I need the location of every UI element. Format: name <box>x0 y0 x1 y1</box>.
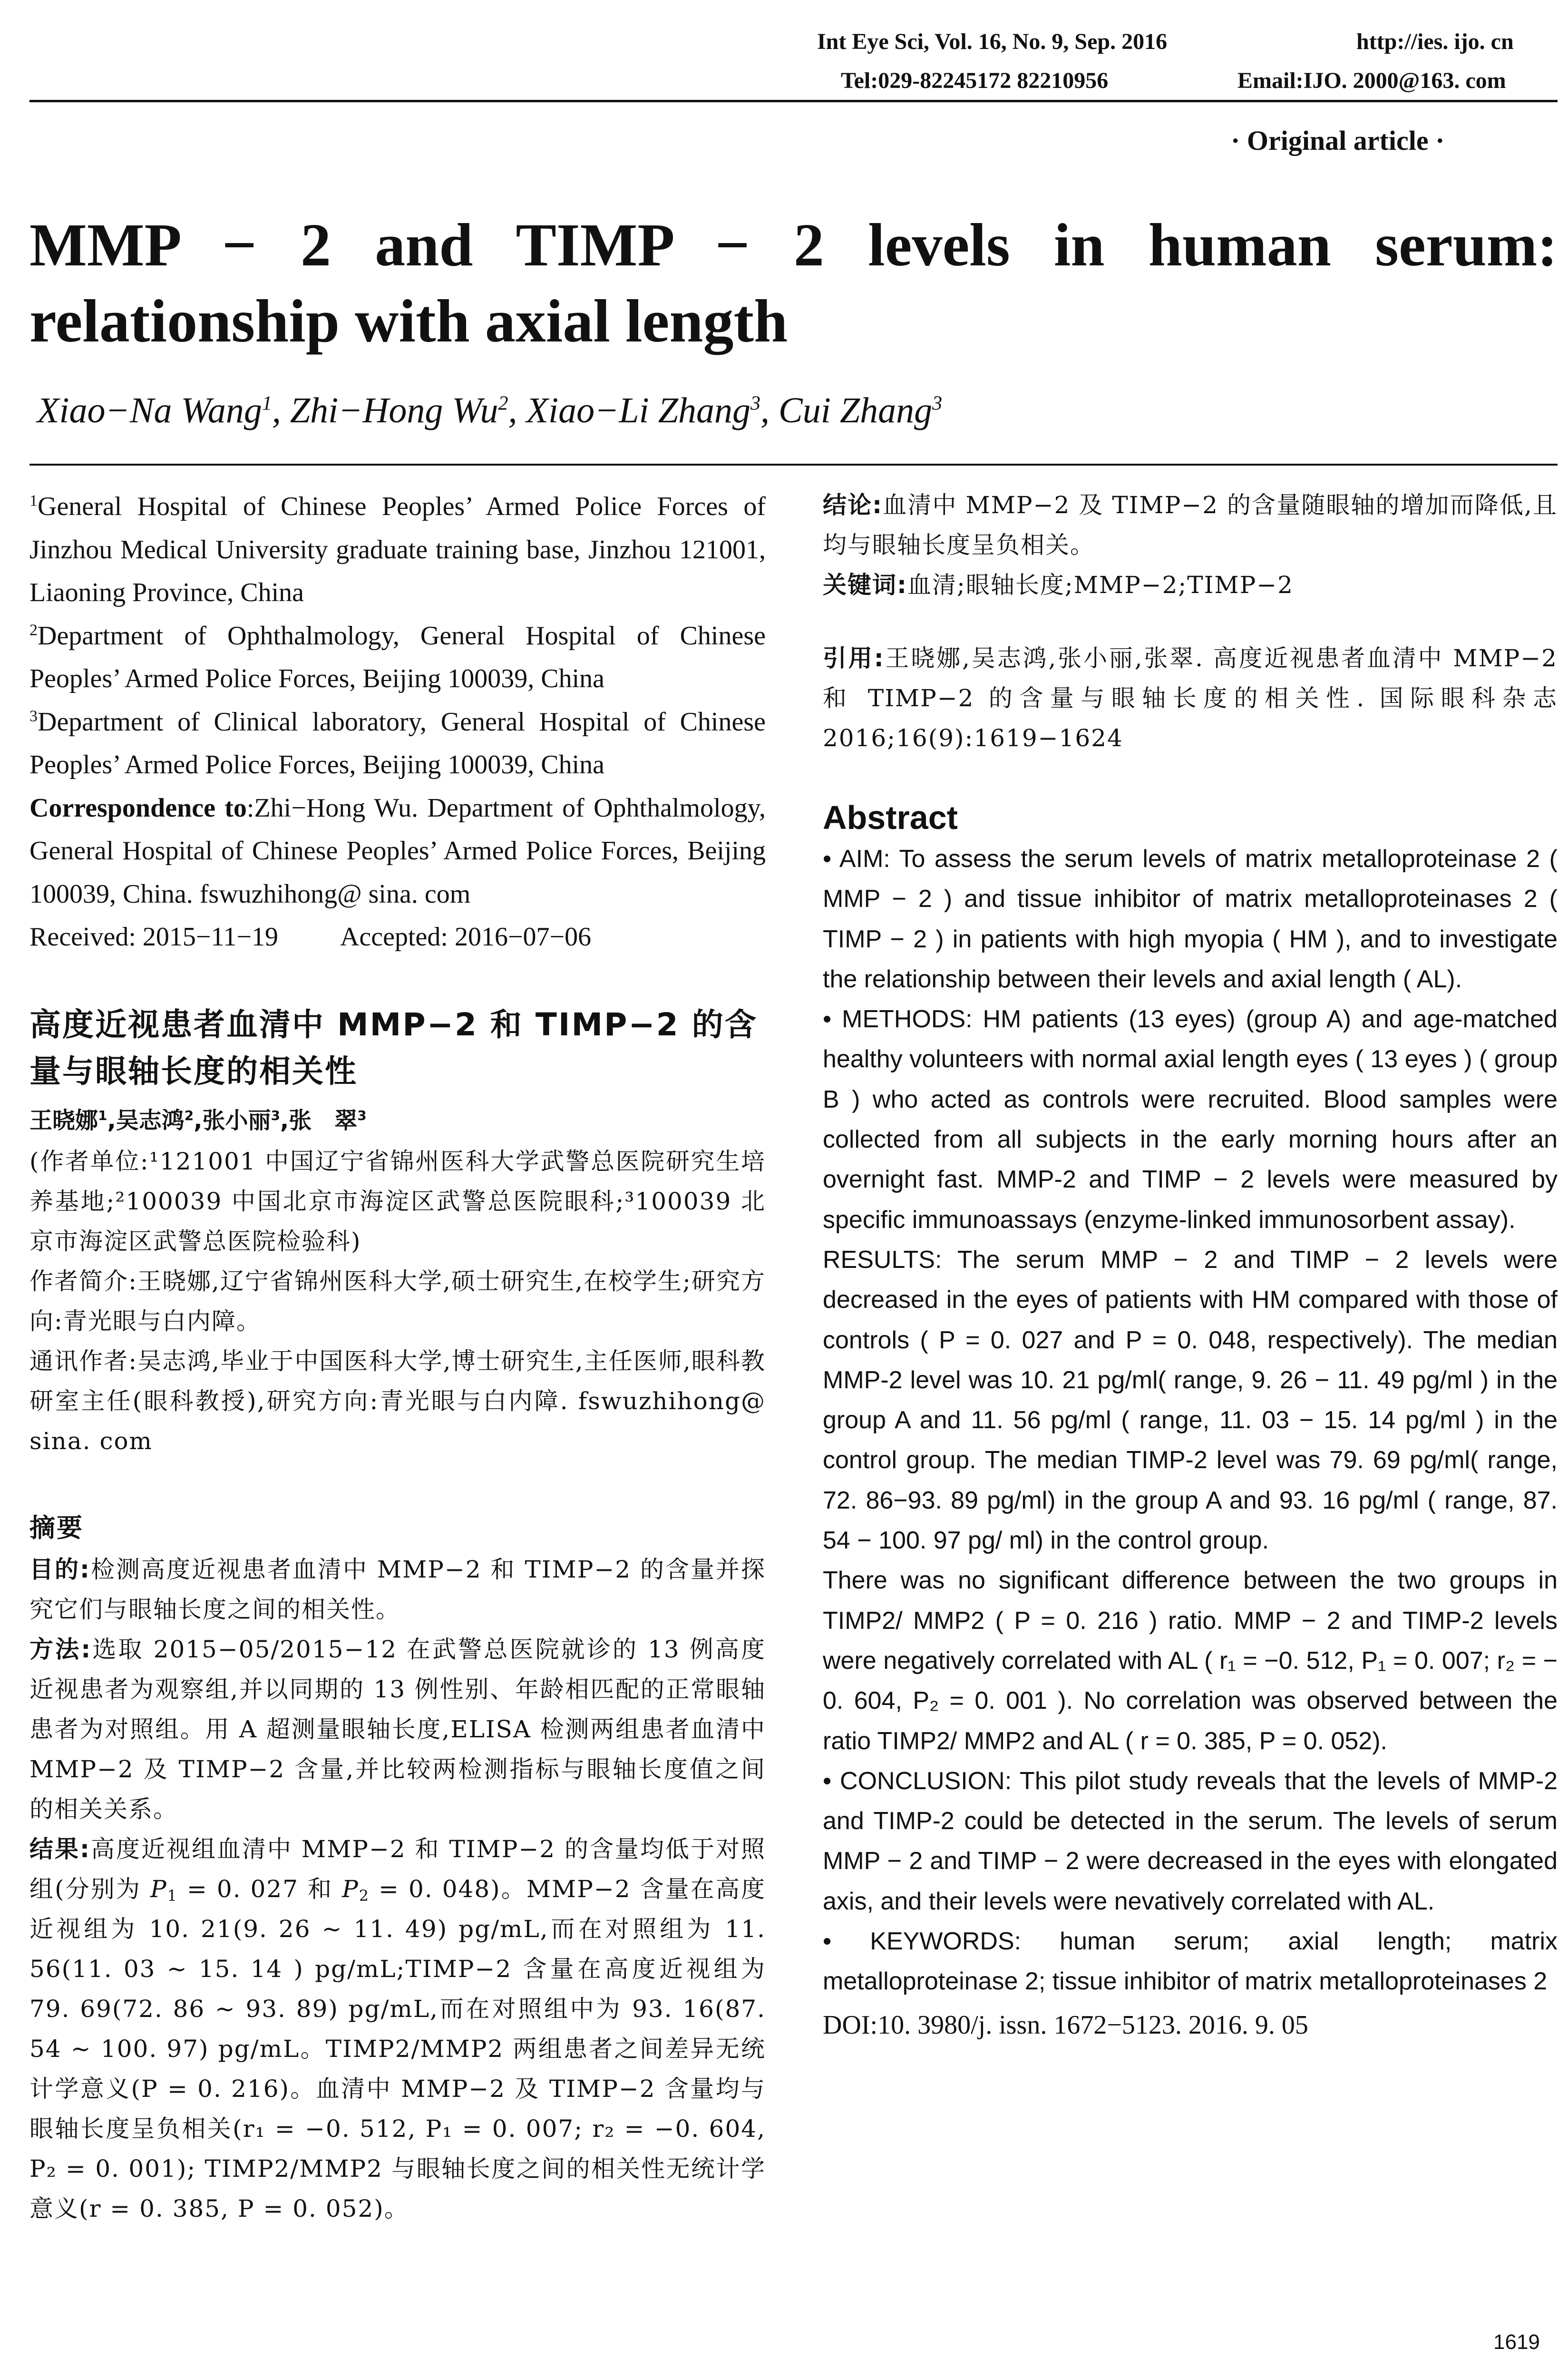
abstract-methods: • METHODS: HM patients (13 eyes) (group A) and age-matched healthy volunteers with normal axial length eyes ( 13 eyes ) ( group B ) who acted as controls were recruited. Blood samples were collected from all subjects in the early morning hours after an overnight fast. MMP-2 and TIMP − 2 levels were measured by specific immunoassays (enzyme-linked immunosorbent assay). <box>823 1005 1558 1234</box>
author-name: Xiao−Na Wang <box>37 390 262 430</box>
right-column <box>823 485 1558 2046</box>
title-rule <box>29 464 1558 466</box>
conclusion-label: • CONCLUSION: <box>823 1767 1012 1795</box>
received-date: Received: 2015−11−19 <box>29 922 278 952</box>
journal-url[interactable]: http://ies. ijo. cn <box>1356 29 1514 54</box>
cn-author-bio: 作者简介:王晓娜,辽宁省锦州医科大学,硕士研究生,在校学生;研究方向:青光眼与白内障。 <box>29 1267 766 1335</box>
author-affiliation-mark: 3 <box>750 392 761 415</box>
aim-label: • AIM: <box>823 845 890 873</box>
author-name: Xiao−Li Zhang <box>526 390 751 430</box>
affiliation-1: $^1$General Hospital of Chinese Peoples’ Armed Police Forces of Jinzhou Medical University graduate training base, Jinzhou 121001, Liaoning Province, China <box>29 492 766 607</box>
page-number: 1619 <box>1493 2330 1540 2354</box>
cn-aim-label: 目的: <box>29 1555 90 1583</box>
cn-affiliation: (作者单位:¹121001 中国辽宁省锦州医科大学武警总医院研究生培养基地;²100039 中国北京市海淀区武警总医院眼科;³100039 北京市海淀区武警总医院检验科) <box>29 1147 766 1255</box>
cn-abstract-title: 摘要 <box>29 1512 84 1543</box>
doi[interactable]: DOI:10. 3980/j. issn. 1672−5123. 2016. 9. 05 <box>823 2010 1308 2040</box>
accepted-date: Accepted: 2016−07−06 <box>340 922 592 952</box>
article-title-line2: relationship with axial length <box>29 287 788 355</box>
article-type: · Original article · <box>1231 125 1445 156</box>
journal-citation: Int Eye Sci, Vol. 16, No. 9, Sep. 2016 <box>817 29 1168 54</box>
author-name: Zhi−Hong Wu <box>290 390 498 430</box>
cn-conclusion-label: 结论: <box>823 491 883 519</box>
correspondence-label: Correspondence to <box>29 793 247 823</box>
cn-methods-label: 方法: <box>29 1635 92 1663</box>
cn-results-label: 结果: <box>29 1835 90 1863</box>
cn-conclusion: 结论:血清中 MMP−2 及 TIMP−2 的含量随眼轴的增加而降低,且均与眼轴长度呈负相关。 <box>823 491 1558 559</box>
abstract-results: RESULTS: The serum MMP − 2 and TIMP − 2 levels were decreased in the eyes of patients with HM compared with those of controls ( P = 0. 027 and P = 0. 048, respectively). The median MMP-2 level was 10. 21 pg/ml( range, 9. 26 − 11. 49 pg/ml ) in the group A and 11. 56 pg/ml ( range, 11. 03 − 15. 14 pg/ml ) in the control group. The median TIMP-2 level was 79. 69 pg/ml( range, 72. 86−93. 89 pg/ml) in the group A and 93. 16 pg/ml ( range, 87. 54 − 100. 97 pg/ ml) in the control group. <box>823 1246 1558 1555</box>
cn-corresponding-author: 通讯作者:吴志鸿,毕业于中国医科大学,博士研究生,主任医师,眼科教研室主任(眼科教授),研究方向:青光眼与白内障. fswuzhihong@ sina. com <box>29 1347 766 1455</box>
cn-abstract-cont <box>823 485 1558 758</box>
abstract-keywords: • KEYWORDS: human serum; axial length; matrix metalloproteinase 2; tissue inhibitor of matrix metalloproteinases 2 <box>823 1928 1558 1996</box>
cn-author-list: 王晓娜$^1$,吴志鸿$^2$,张小丽$^3$,张 翠$^3$ <box>29 1107 367 1134</box>
methods-label: • METHODS: <box>823 1005 973 1033</box>
cn-keywords: 关键词:血清;眼轴长度;MMP−2;TIMP−2 <box>823 571 1294 599</box>
abstract-body <box>823 839 1558 2002</box>
cn-title: 高度近视患者血清中 MMP−2 和 TIMP−2 的含量与眼轴长度的相关性 <box>29 1006 758 1090</box>
abstract-conclusion: • CONCLUSION: This pilot study reveals that the levels of MMP-2 and TIMP-2 could be detected in the serum. The levels of serum MMP − 2 and TIMP − 2 were decreased in the eyes with elongated axis, and their levels were nevatively correlated with AL. <box>823 1767 1558 1915</box>
cn-results: 结果:高度近视组血清中 MMP−2 和 TIMP−2 的含量均低于对照组(分别为 $P_1 = 0$. 027 和 $P_2 = 0$. 048)。MMP−2 含量在高度近视组为 10. 21(9. 26 ~ 11. 49) pg/mL,而在对照组为 11. 56(11. 03 ~ 15. 14 ) pg/mL;TIMP−2 含量在高度近视组为 79. 69(72. 86 ~ 93. 89) pg/mL,而在对照组中为 93. 16(87. 54 ~ 100. 97) pg/mL。TIMP2/MMP2 两组患者之间差异无统计学意义(P = 0. 216)。血清中 MMP−2 及 TIMP−2 含量均与眼轴长度呈负相关(r₁ = −0. 512, P₁ = 0. 007; r₂ = −0. 604, P₂ = 0. 001); TIMP2/MMP2 与眼轴长度之间的相关性无统计学意义(r = 0. 385, P = 0. 052)。 <box>29 1835 766 2222</box>
cn-citation: 引用:王晓娜,吴志鸿,张小丽,张翠. 高度近视患者血清中 MMP−2 和 TIMP−2 的含量与眼轴长度的相关性. 国际眼科杂志 2016;16(9):1619−1624 <box>823 644 1558 752</box>
cn-keywords-label: 关键词: <box>823 571 907 599</box>
journal-email[interactable]: Email:IJO. 2000@163. com <box>1237 68 1506 93</box>
author-affiliation-mark: 3 <box>932 392 943 415</box>
correspondence: Correspondence to:Zhi−Hong Wu. Department of Ophthalmology, General Hospital of Chinese Peoples’ Armed Police Forces, Beijing 100039, China. fswuzhihong@ sina. com <box>29 793 766 909</box>
affiliation-3: $^3$Department of Clinical laboratory, General Hospital of Chinese Peoples’ Armed Police Forces, Beijing 100039, China <box>29 707 766 779</box>
affiliation-2: $^2$Department of Ophthalmology, General Hospital of Chinese Peoples’ Armed Police Forces, Beijing 100039, China <box>29 621 766 693</box>
author-affiliation-mark: 2 <box>498 392 508 415</box>
article-title-line1: MMP − 2 and TIMP − 2 levels in human serum: <box>29 211 1558 279</box>
affiliations <box>29 485 766 959</box>
abstract-results-2: There was no significant difference between the two groups in TIMP2/ MMP2 ( P = 0. 216 ) ratio. MMP − 2 and TIMP-2 levels were negatively correlated with AL ( r₁ = −0. 512, P₁ = 0. 007; r₂ = − 0. 604, P₂ = 0. 001 ). No correlation was observed between the ratio TIMP2/ MMP2 and AL ( r = 0. 385, P = 0. 052). <box>823 1567 1558 1755</box>
abstract-title: Abstract <box>823 799 958 836</box>
cn-front-matter <box>29 1141 766 1461</box>
cn-citation-label: 引用: <box>823 644 885 672</box>
header-rule <box>29 100 1558 102</box>
cn-methods: 方法:选取 2015−05/2015−12 在武警总医院就诊的 13 例高度近视患者为观察组,并以同期的 13 例性别、年龄相匹配的正常眼轴患者为对照组。用 A 超测量眼轴长度,ELISA 检测两组患者血清中 MMP−2 及 TIMP−2 含量,并比较两检测指标与眼轴长度值之间的相关关系。 <box>29 1635 766 1823</box>
results-label: RESULTS: <box>823 1246 942 1274</box>
abstract-aim: • AIM: To assess the serum levels of matrix metalloproteinase 2 ( MMP − 2 ) and tissue inhibitor of matrix metalloproteinases 2 ( TIMP − 2 ) in patients with high myopia ( HM ), and to investigate the relationship between their levels and axial length ( AL). <box>823 845 1558 993</box>
left-column <box>29 485 766 2229</box>
journal-tel: Tel:029-82245172 82210956 <box>841 68 1109 93</box>
author-list: Xiao−Na Wang$^1$, Zhi−Hong Wu$^2$, Xiao−Li Zhang$^3$, Cui Zhang$^3$ <box>37 390 943 430</box>
cn-aim: 目的:检测高度近视患者血清中 MMP−2 和 TIMP−2 的含量并探究它们与眼轴长度之间的相关性。 <box>29 1555 766 1623</box>
author-name: Cui Zhang <box>779 390 933 430</box>
keywords-label: • KEYWORDS: <box>823 1928 1022 1956</box>
cn-abstract <box>29 1549 766 2229</box>
dates <box>29 916 766 959</box>
author-affiliation-mark: 1 <box>262 392 272 415</box>
